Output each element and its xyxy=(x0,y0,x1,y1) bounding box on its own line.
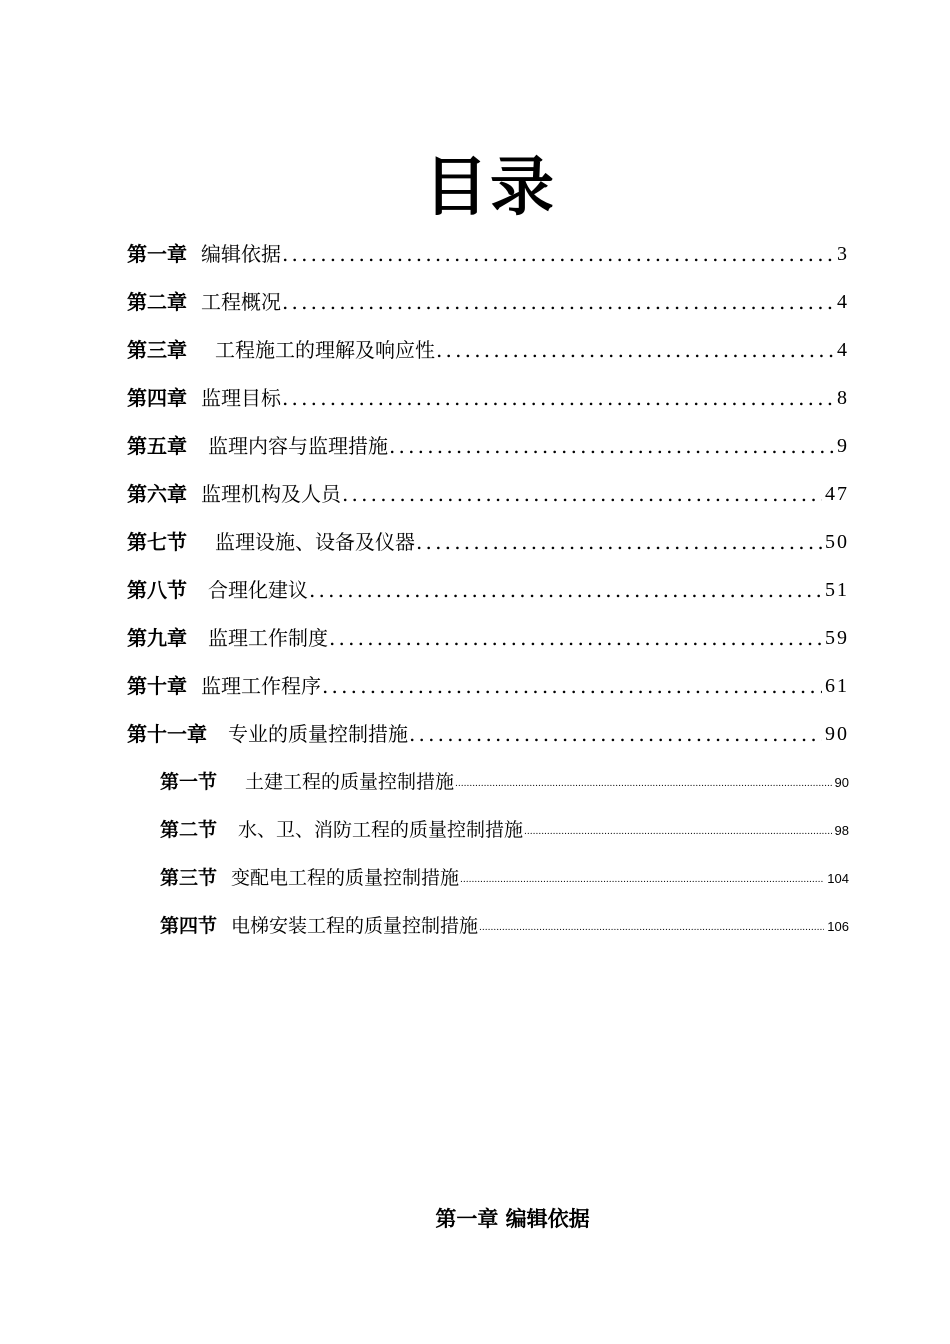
page-title: 目录 xyxy=(424,151,556,225)
toc-entry-number: 第八节 xyxy=(127,578,187,602)
toc-page-number: 47 xyxy=(825,483,849,505)
toc-entry-title: 工程施工的理解及响应性 xyxy=(215,338,435,362)
toc-entry-title: 变配电工程的质量控制措施 xyxy=(231,867,460,889)
toc-entry[interactable] xyxy=(127,285,849,315)
toc-entry-label xyxy=(160,769,454,795)
toc-entry-number: 第四节 xyxy=(160,915,218,937)
toc-dot-leader xyxy=(282,289,834,315)
toc-entry-label xyxy=(127,289,281,315)
toc-page-number: 59 xyxy=(825,627,849,649)
toc-page-number: 106 xyxy=(827,919,849,934)
toc-entry-number: 第三节 xyxy=(160,867,218,889)
toc-entry-label xyxy=(160,865,459,891)
toc-entry-number: 第二节 xyxy=(160,819,218,841)
toc-page-number: 8 xyxy=(837,387,849,409)
toc-entry-title: 专业的质量控制措施 xyxy=(228,722,408,746)
toc-entry-label xyxy=(127,625,328,651)
toc-page-number: 61 xyxy=(825,675,849,697)
toc-entry-title: 工程概况 xyxy=(201,290,281,314)
toc-entry-title: 监理机构及人员 xyxy=(201,482,341,506)
toc-dot-leader xyxy=(329,625,822,651)
toc-page-number: 9 xyxy=(837,435,849,457)
toc-entry-label xyxy=(127,337,435,363)
toc-entry[interactable] xyxy=(127,381,849,411)
toc-entry-number: 第十一章 xyxy=(127,722,207,746)
toc-dot-leader xyxy=(409,721,822,747)
toc-page-number: 51 xyxy=(825,579,849,601)
toc-entry-title: 监理设施、设备及仪器 xyxy=(215,530,415,554)
toc-entry-label xyxy=(127,721,408,747)
toc-entry-label xyxy=(127,433,388,459)
toc-entry-number: 第三章 xyxy=(127,338,187,362)
toc-entry-number: 第六章 xyxy=(127,482,187,506)
toc-dot-leader xyxy=(282,241,834,267)
toc-page-number: 98 xyxy=(834,823,849,838)
toc-entry-label xyxy=(127,673,321,699)
toc-page-number: 104 xyxy=(827,871,849,886)
toc-entry-title: 监理目标 xyxy=(201,386,281,410)
toc-entry-label xyxy=(127,481,341,507)
toc-dot-leader xyxy=(436,337,834,363)
toc-entry-number: 第二章 xyxy=(127,290,187,314)
toc-page-number: 90 xyxy=(825,723,849,745)
toc-entry[interactable] xyxy=(160,861,849,891)
toc-entry-title: 编辑依据 xyxy=(201,242,281,266)
toc-entry-label xyxy=(160,817,523,843)
toc-dot-leader xyxy=(389,433,834,459)
toc-page-number: 3 xyxy=(837,243,849,265)
toc-entry-label xyxy=(127,529,415,555)
toc-entry-title: 合理化建议 xyxy=(208,578,308,602)
toc-dot-leader xyxy=(416,529,822,555)
toc-entry[interactable] xyxy=(127,621,849,651)
toc-dot-leader xyxy=(282,385,834,411)
toc-dot-leader xyxy=(460,873,824,887)
chapter-heading: 第一章 编辑依据 xyxy=(435,1206,590,1231)
toc-entry-title: 监理工作程序 xyxy=(201,674,321,698)
toc-entry-number: 第七节 xyxy=(127,530,187,554)
toc-entry[interactable] xyxy=(127,333,849,363)
toc-entry-label xyxy=(127,241,281,267)
toc-entry-title: 土建工程的质量控制措施 xyxy=(245,771,455,793)
toc-page-number: 50 xyxy=(825,531,849,553)
toc-entry[interactable] xyxy=(127,477,849,507)
toc-dot-leader xyxy=(322,673,822,699)
toc-entry[interactable] xyxy=(127,669,849,699)
toc-entry-title: 监理内容与监理措施 xyxy=(208,434,388,458)
toc-entry[interactable] xyxy=(127,237,849,267)
toc-dot-leader xyxy=(342,481,822,507)
toc-page-number: 4 xyxy=(837,291,849,313)
toc-entry[interactable] xyxy=(160,765,849,795)
toc-entry-label xyxy=(127,385,281,411)
toc-entry-number: 第一节 xyxy=(160,771,218,793)
toc-entry-number: 第九章 xyxy=(127,626,187,650)
toc-page-number: 4 xyxy=(837,339,849,361)
toc-entry[interactable] xyxy=(127,573,849,603)
toc-entry-label xyxy=(160,913,478,939)
toc-dot-leader xyxy=(455,777,832,791)
toc-dot-leader xyxy=(309,577,822,603)
toc-entry-title: 电梯安装工程的质量控制措施 xyxy=(231,915,479,937)
toc-entry-title: 水、卫、消防工程的质量控制措施 xyxy=(238,819,524,841)
toc-entry-number: 第五章 xyxy=(127,434,187,458)
toc-entry[interactable] xyxy=(160,909,849,939)
toc-entry[interactable] xyxy=(127,429,849,459)
toc-page-number: 90 xyxy=(834,775,849,790)
toc-entry[interactable] xyxy=(160,813,849,843)
toc-entry-label xyxy=(127,577,308,603)
toc-entry-number: 第四章 xyxy=(127,386,187,410)
toc-entry-number: 第一章 xyxy=(127,242,187,266)
toc-entry[interactable] xyxy=(127,717,849,747)
toc-entry[interactable] xyxy=(127,525,849,555)
toc-dot-leader xyxy=(524,825,832,839)
toc-entry-number: 第十章 xyxy=(127,674,187,698)
toc-dot-leader xyxy=(479,921,824,935)
toc-entry-title: 监理工作制度 xyxy=(208,626,328,650)
